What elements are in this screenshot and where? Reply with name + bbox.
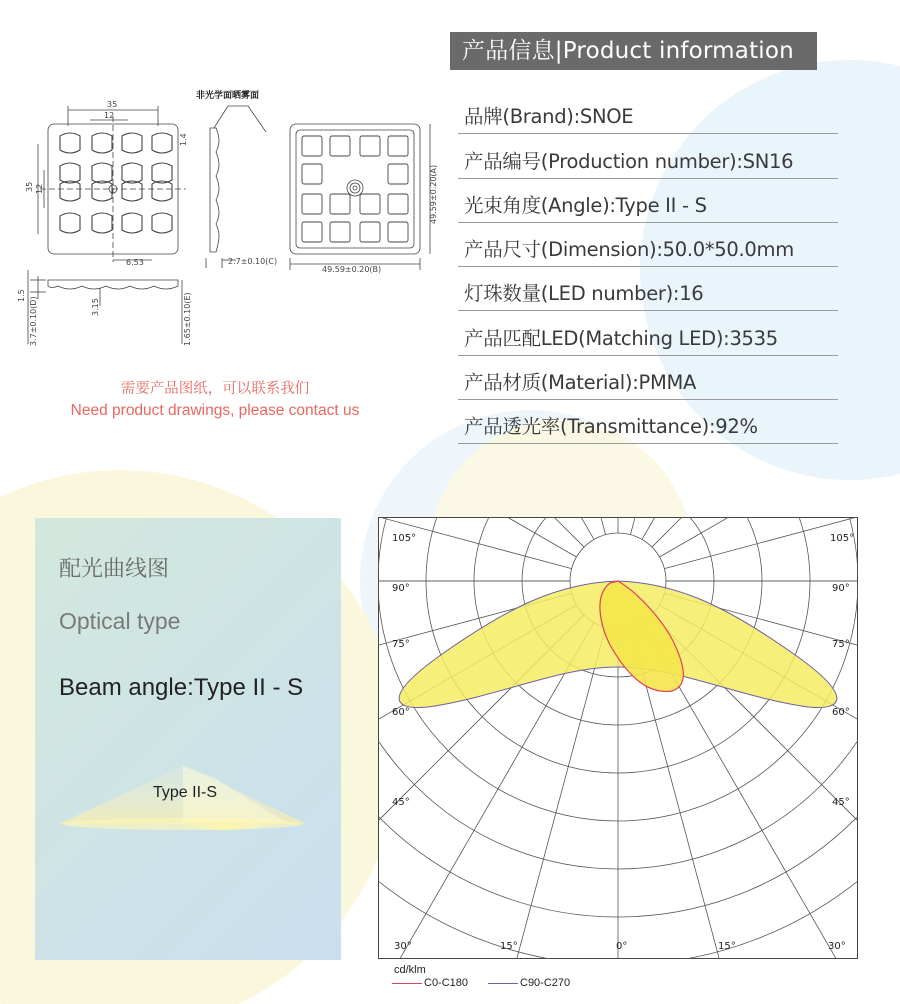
spec-text: 灯珠数量(LED number):16 (464, 282, 704, 306)
lens-cells (60, 133, 172, 233)
legend-c0-label: C0-C180 (424, 977, 469, 989)
dim-49-59-b: 49.59±0.20(B) (322, 265, 382, 274)
lens-side-view (210, 128, 219, 252)
angle-label: 105° (830, 533, 855, 544)
dim-1-4: 1.4 (179, 133, 188, 146)
spec-row-material (458, 356, 838, 400)
angle-label: 30° (828, 941, 846, 952)
legend-c0-swatch (392, 983, 422, 984)
legend-c0 (392, 977, 468, 989)
chart-legend (392, 964, 692, 1000)
bottom-angle-label: 15° (500, 941, 518, 952)
spec-row-angle (458, 179, 838, 223)
spec-row-dimension (458, 223, 838, 267)
angle-label: 30° (394, 941, 412, 952)
spec-text: 产品编号(Production number):SN16 (464, 149, 794, 173)
dim-3-7: 3.7±0.10(D) (29, 296, 38, 346)
contact-note-en: Need product drawings, please contact us (70, 402, 360, 419)
angle-label: 45° (392, 797, 410, 808)
spec-row-led-number (458, 267, 838, 311)
legend-c90 (488, 977, 570, 989)
dim-6-53: 6.53 (126, 258, 144, 267)
angle-label: 105° (392, 533, 417, 544)
legend-c90-label: C90-C270 (520, 977, 571, 989)
spec-text: 产品透光率(Transmittance):92% (464, 415, 758, 439)
contact-note-cn: 需要产品图纸，可以联系我们 (120, 381, 310, 397)
optical-title-cn: 配光曲线图 (59, 557, 170, 582)
spec-row-transmittance (458, 400, 838, 444)
angle-label: 60° (832, 707, 850, 718)
spec-row-number (458, 134, 838, 178)
technical-drawing (10, 84, 440, 354)
bottom-angle-label: 15° (718, 941, 736, 952)
type-label: Type II-S (153, 784, 218, 801)
spec-text: 产品尺寸(Dimension):50.0*50.0mm (464, 238, 794, 262)
angle-label: 45° (832, 797, 850, 808)
polar-chart (378, 517, 858, 959)
spec-row-brand (458, 90, 838, 134)
legend-unit: cd/klm (394, 964, 426, 976)
note-label: 非光学面晒雾面 (196, 91, 260, 101)
spec-text: 光束角度(Angle):Type II - S (464, 193, 707, 217)
section-title: 产品信息|Product information (450, 32, 817, 70)
spec-text: 品牌(Brand):SNOE (464, 105, 634, 129)
spec-text: 产品匹配LED(Matching LED):3535 (464, 326, 778, 350)
lens-bottom-view (48, 280, 178, 289)
dim-12: 12 (104, 111, 115, 120)
contact-note (40, 378, 390, 422)
spec-text: 产品材质(Material):PMMA (464, 371, 697, 395)
bottom-angle-label: 0° (616, 941, 628, 952)
legend-c90-swatch (488, 983, 518, 984)
angle-label: 90° (832, 583, 850, 594)
optical-panel (35, 518, 341, 960)
angle-label: 75° (832, 639, 850, 650)
dim-35: 35 (107, 100, 118, 109)
lens-back-view (290, 124, 420, 254)
dim-49-59-a: 49.59±0.20(A) (429, 164, 438, 224)
dim-1-5: 1.5 (17, 289, 26, 302)
spec-list (458, 90, 838, 444)
dim-3-15: 3.15 (91, 298, 100, 316)
spec-row-matching-led (458, 311, 838, 355)
angle-label: 60° (392, 707, 410, 718)
beam-angle-label: Beam angle:Type II - S (59, 674, 304, 701)
dim-1-65: 1.65±0.10(E) (183, 292, 192, 346)
angle-label: 90° (392, 583, 410, 594)
dim-12-vertical: 12 (35, 183, 44, 194)
optical-title-en: Optical type (59, 608, 181, 634)
dim-2-7: 2.7±0.10(C) (228, 257, 278, 266)
angle-label: 75° (392, 639, 410, 650)
dim-35-vertical: 35 (25, 181, 34, 192)
